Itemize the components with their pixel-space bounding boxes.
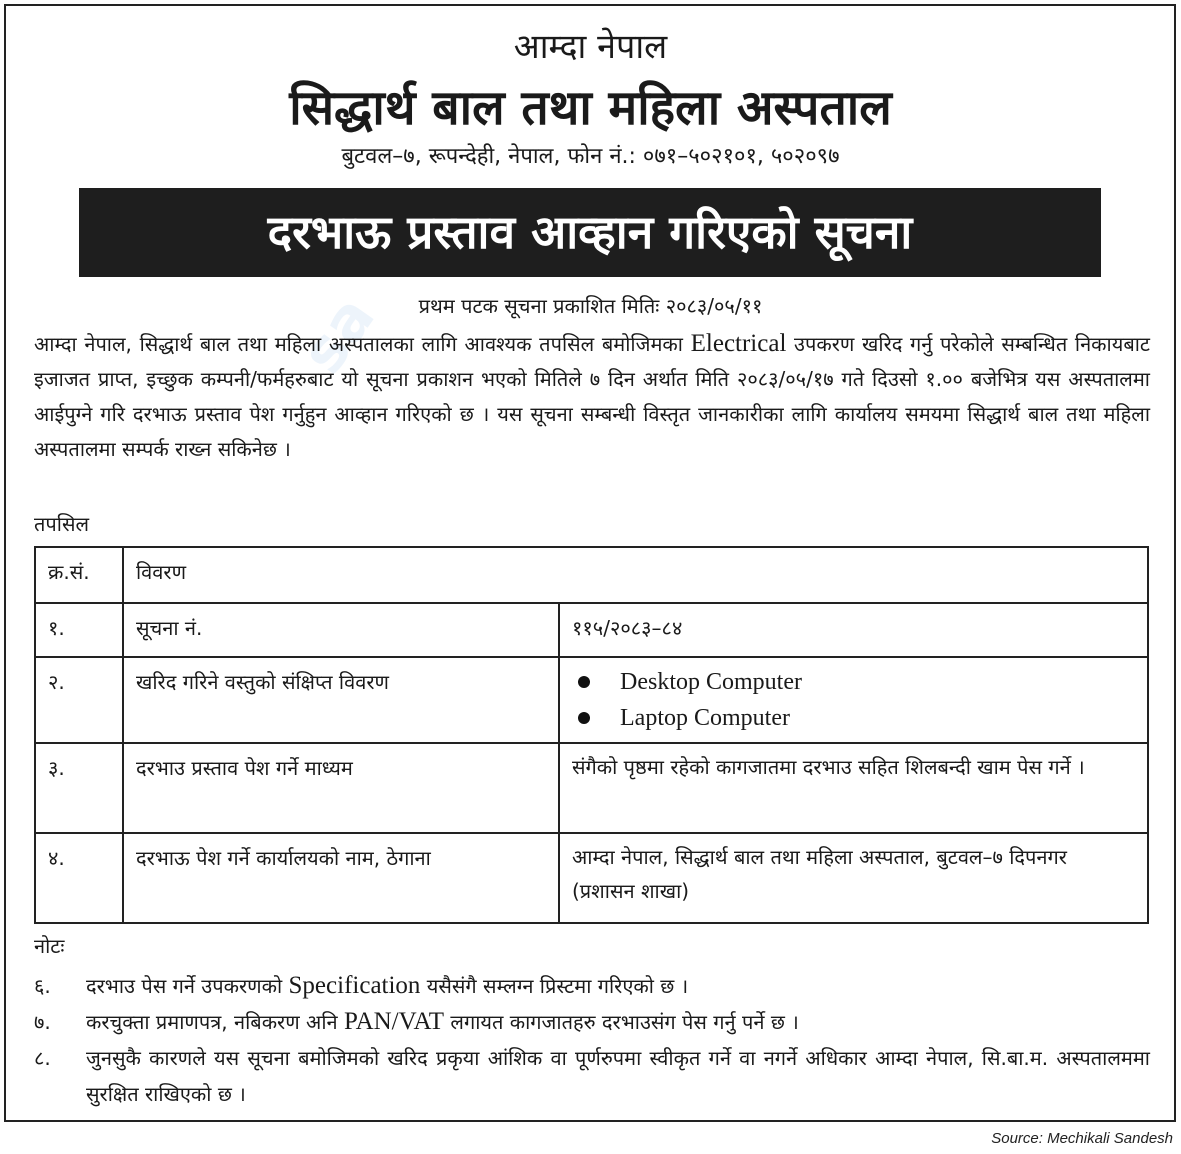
notice-body [34,326,1150,467]
watermark-logo: sa [287,283,389,387]
row-serial: १. [35,603,123,657]
organization-name: आम्दा नेपाल [513,27,668,67]
note-text-a: करचुक्ता प्रमाणपत्र, नबिकरण अनि [86,1010,344,1034]
source-credit: Source: Mechikali Sandesh [991,1130,1173,1147]
note-item [34,968,1150,1004]
note-text-b: लगायत कागजातहरु दरभाउसंग पेस गर्नु पर्ने छ । [444,1010,799,1034]
row-value [559,657,1148,743]
row-serial: ४. [35,833,123,923]
note-item [34,1040,1150,1112]
details-table [34,546,1149,924]
header-description: विवरण [123,547,1148,603]
notice-title-banner: दरभाऊ प्रस्ताव आव्हान गरिएको सूचना [79,188,1101,277]
table-row [35,833,1148,923]
row-label: सूचना नं. [123,603,559,657]
body-text-part-2: उपकरण खरिद गर्नु परेकोले सम्बन्धित निकायबाट इजाजत प्राप्त, इच्छुक कम्पनी/फर्महरुबाट यो सूचना प्रकाशन भएको मितिले ७ दिन अर्थात मिति २०८३/०५/१७ गते दिउसो १.०० बजेभित्र यस अस्पतालमा आईपुग्ने गरि दरभाऊ प्रस्ताव पेश गर्नुहुन आव्हान गरिएको छ । यस सूचना सम्बन्धी विस्तृत जानकारीका लागि कार्यालय समयमा सिद्धार्थ बाल तथा महिला अस्पतालमा सम्पर्क राख्न सकिनेछ । [34,332,1151,461]
note-text-b: यसैसंगै सम्लग्न प्रिस्टमा गरिएको छ । [420,974,689,998]
table-header-row [35,547,1148,603]
notes-list [34,968,1150,1112]
header-serial: क्र.सं. [35,547,123,603]
note-text [86,1040,1150,1112]
table-row [35,603,1148,657]
note-text [86,968,1150,1004]
row-serial: ३. [35,743,123,833]
note-item [34,1004,1150,1040]
row-label: दरभाउ प्रस्ताव पेश गर्ने माध्यम [123,743,559,833]
publication-date: प्रथम पटक सूचना प्रकाशित मितिः २०८३/०५/११ [418,294,763,318]
row-label: दरभाऊ पेश गर्ने कार्यालयको नाम, ठेगाना [123,833,559,923]
row-value: संगैको पृष्ठमा रहेको कागजातमा दरभाउ सहित शिलबन्दी खाम पेस गर्ने । [559,743,1148,833]
note-text [86,1004,1150,1040]
list-item: Laptop Computer [572,700,1135,736]
row-value: आम्दा नेपाल, सिद्धार्थ बाल तथा महिला अस्पताल, बुटवल–७ दिपनगर (प्रशासन शाखा) [559,833,1148,923]
row-serial: २. [35,657,123,743]
row-value: ११५/२०८३–८४ [559,603,1148,657]
list-item: Desktop Computer [572,664,1135,700]
note-number: ६. [34,974,51,998]
item-list [572,664,1135,736]
body-text-part-1: आम्दा नेपाल, सिद्धार्थ बाल तथा महिला अस्पतालका लागि आवश्यक तपसिल बमोजिमका [34,332,691,356]
note-number: ८. [34,1046,51,1070]
table-row [35,743,1148,833]
note-latin-term: Specification [288,972,421,999]
note-heading: नोटः [34,934,65,958]
note-number: ७. [34,1010,51,1034]
note-latin-term: PAN/VAT [343,1008,445,1035]
schedule-label: तपसिल [34,512,90,536]
body-latin-term: Electrical [690,330,787,357]
row-label: खरिद गरिने वस्तुको संक्षिप्त विवरण [123,657,559,743]
note-text-a: जुनसुकै कारणले यस सूचना बमोजिमको खरिद प्रकृया आंशिक वा पूर्णरुपमा स्वीकृत गर्ने वा नगर्ने अधिकार आम्दा नेपाल, सि.बा.म. अस्पतालममा सुरक्षित राखिएको छ । [86,1046,1150,1106]
hospital-address: बुटवल–७, रूपन्देही, नेपाल, फोन नं.: ०७१–५०२१०१, ५०२०९७ [341,144,840,169]
note-text-a: दरभाउ पेस गर्ने उपकरणको [86,974,289,998]
hospital-name: सिद्धार्थ बाल तथा महिला अस्पताल [289,80,892,136]
table-row [35,657,1148,743]
